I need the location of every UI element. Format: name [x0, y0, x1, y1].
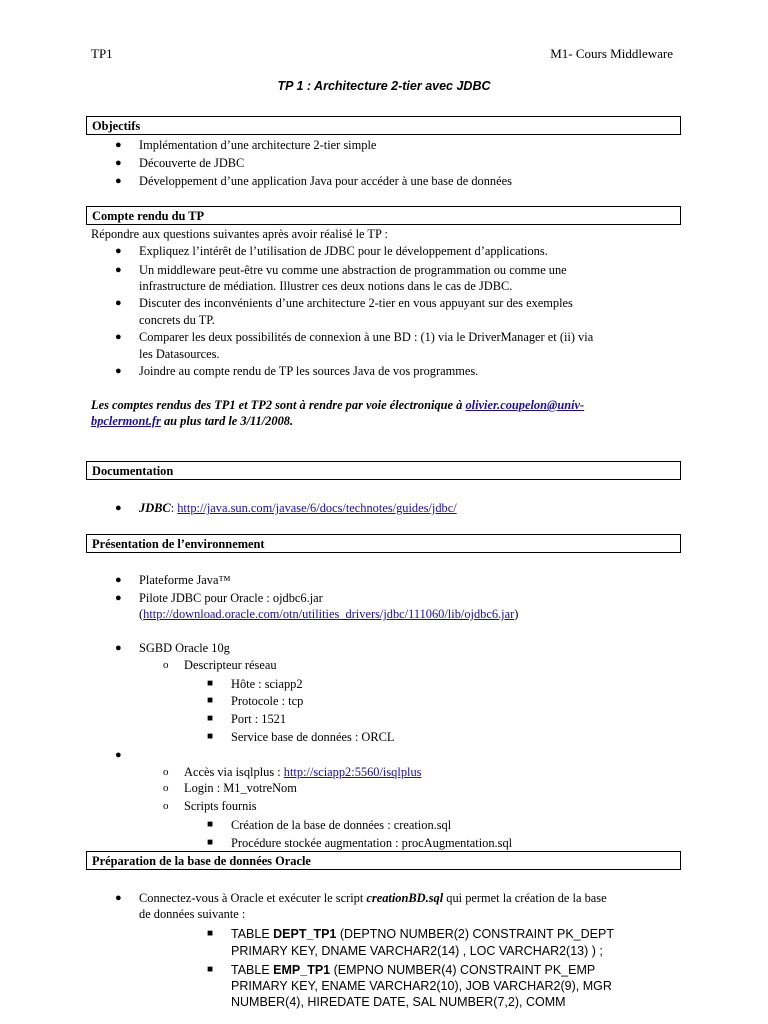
emp-table-line1 — [231, 962, 595, 978]
prep-text-b: qui permet la création de la base — [443, 891, 607, 905]
env-scripts: Scripts fournis — [184, 799, 257, 813]
email-link-part1[interactable]: olivier.coupelon@univ- — [465, 398, 585, 412]
section-environnement-heading: Présentation de l’environnement — [86, 534, 681, 553]
jdbc-doc-link[interactable]: http://java.sun.com/javase/6/docs/technotes/guides/jdbc/ — [177, 501, 457, 515]
bullet-icon: ● — [115, 592, 122, 604]
objectif-item: Découverte de JDBC — [139, 156, 245, 170]
bullet-icon: ● — [115, 157, 122, 169]
email-link-part2[interactable]: bpclermont.fr — [91, 414, 161, 428]
square-bullet-icon: ■ — [207, 928, 214, 939]
bullet-icon: ● — [115, 264, 122, 276]
submission-notice-line1 — [91, 397, 584, 413]
bullet-icon: ● — [115, 502, 122, 514]
reseau-item: Port : 1521 — [231, 712, 287, 726]
emp-def-1: (EMPNO NUMBER(4) CONSTRAINT PK_EMP — [330, 963, 596, 977]
header-right: M1- Cours Middleware — [550, 46, 673, 61]
script-item: Création de la base de données : creation.sql — [231, 818, 452, 832]
emp-table-line3: NUMBER(4), HIREDATE DATE, SAL NUMBER(7,2), COMM — [231, 995, 566, 1009]
submission-notice-line2 — [91, 413, 293, 429]
env-plateforme: Plateforme Java™ — [139, 573, 231, 587]
bullet-icon: ● — [115, 574, 122, 586]
env-descripteur: Descripteur réseau — [184, 658, 277, 672]
bullet-icon: ● — [115, 331, 122, 343]
question-line: concrets du TP. — [139, 313, 215, 327]
question-line: Comparer les deux possibilités de connexion à une BD : (1) via le DriverManager et (ii) via — [139, 330, 594, 344]
square-bullet-icon: ■ — [207, 964, 214, 975]
jdbc-separator: : — [170, 501, 178, 515]
section-preparation-heading: Préparation de la base de données Oracle — [86, 851, 681, 870]
preparation-intro-line2: de données suivante : — [139, 907, 246, 921]
env-pilote-url-line — [139, 606, 518, 622]
dept-table-line1 — [231, 926, 614, 942]
preparation-intro-line1 — [139, 890, 607, 906]
question-line: infrastructure de médiation. Illustrer ces deux notions dans le cas de JDBC. — [139, 279, 513, 293]
square-bullet-icon: ■ — [207, 837, 214, 848]
reseau-item: Protocole : tcp — [231, 694, 304, 708]
question-line: les Datasources. — [139, 347, 220, 361]
reseau-item: Hôte : sciapp2 — [231, 677, 303, 691]
prep-text-a: Connectez-vous à Oracle et exécuter le script — [139, 891, 367, 905]
bullet-icon: ● — [115, 245, 122, 257]
question-line: Discuter des inconvénients d’une architecture 2-tier en vous appuyant sur des exemples — [139, 296, 573, 310]
square-bullet-icon: ■ — [207, 713, 214, 724]
objectif-item: Développement d’une application Java pour accéder à une base de données — [139, 174, 512, 188]
square-bullet-icon: ■ — [207, 731, 214, 742]
isqlplus-link[interactable]: http://sciapp2:5560/isqlplus — [283, 765, 422, 779]
dept-table-name: DEPT_TP1 — [273, 927, 337, 941]
bullet-icon: ● — [115, 175, 122, 187]
circle-bullet-icon: o — [163, 659, 169, 671]
ojdbc-download-link[interactable]: http://download.oracle.com/otn/utilities_drivers/jdbc/111060/lib/ojdbc6.jar — [143, 607, 515, 621]
bullet-icon: ● — [115, 139, 122, 151]
emp-prefix: TABLE — [231, 963, 274, 977]
env-acces-line — [184, 764, 421, 780]
square-bullet-icon: ■ — [207, 678, 214, 689]
script-item: Procédure stockée augmentation : procAugmentation.sql — [231, 836, 513, 850]
question-line: Joindre au compte rendu de TP les sources Java de vos programmes. — [139, 364, 479, 378]
document-title: TP 1 : Architecture 2-tier avec JDBC — [277, 79, 491, 93]
square-bullet-icon: ■ — [207, 819, 214, 830]
documentation-item — [139, 500, 457, 516]
env-login: Login : M1_votreNom — [184, 781, 297, 795]
emp-table-line2: PRIMARY KEY, ENAME VARCHAR2(10), JOB VARCHAR2(9), MGR — [231, 979, 612, 993]
question-line: Un middleware peut-être vu comme une abstraction de programmation ou comme une — [139, 263, 567, 277]
bullet-icon: ● — [115, 642, 122, 654]
circle-bullet-icon: o — [163, 766, 169, 778]
compte-rendu-intro: Répondre aux questions suivantes après avoir réalisé le TP : — [91, 227, 388, 241]
question-line: Expliquez l’intérêt de l’utilisation de JDBC pour le développement d’applications. — [139, 244, 548, 258]
bullet-icon: ● — [115, 297, 122, 309]
objectif-item: Implémentation d’une architecture 2-tier simple — [139, 138, 377, 152]
jdbc-label: JDBC — [139, 501, 171, 515]
section-objectifs-heading: Objectifs — [86, 116, 681, 135]
section-compte-rendu-heading: Compte rendu du TP — [86, 206, 681, 225]
submission-notice-text: Les comptes rendus des TP1 et TP2 sont à rendre par voie électronique à — [91, 398, 466, 412]
circle-bullet-icon: o — [163, 800, 169, 812]
acces-label: Accès via isqlplus : — [184, 765, 284, 779]
section-documentation-heading: Documentation — [86, 461, 681, 480]
circle-bullet-icon: o — [163, 782, 169, 794]
env-sgbd: SGBD Oracle 10g — [139, 641, 230, 655]
bullet-icon: ● — [115, 892, 122, 904]
emp-table-name: EMP_TP1 — [273, 963, 331, 977]
dept-table-line2: PRIMARY KEY, DNAME VARCHAR2(14) , LOC VARCHAR2(13) ) ; — [231, 944, 603, 958]
header-left: TP1 — [91, 46, 113, 61]
env-pilote: Pilote JDBC pour Oracle : ojdbc6.jar — [139, 591, 323, 605]
square-bullet-icon: ■ — [207, 695, 214, 706]
bullet-icon: ● — [115, 365, 122, 377]
bullet-icon: ● — [115, 749, 122, 761]
prep-script-name: creationBD.sql — [366, 891, 444, 905]
submission-deadline: au plus tard le 3/11/2008. — [160, 414, 294, 428]
dept-def-1: (DEPTNO NUMBER(2) CONSTRAINT PK_DEPT — [336, 927, 614, 941]
dept-prefix: TABLE — [231, 927, 274, 941]
paren-close: ) — [514, 607, 519, 621]
reseau-item: Service base de données : ORCL — [231, 730, 395, 744]
paren-open: ( — [139, 607, 144, 621]
